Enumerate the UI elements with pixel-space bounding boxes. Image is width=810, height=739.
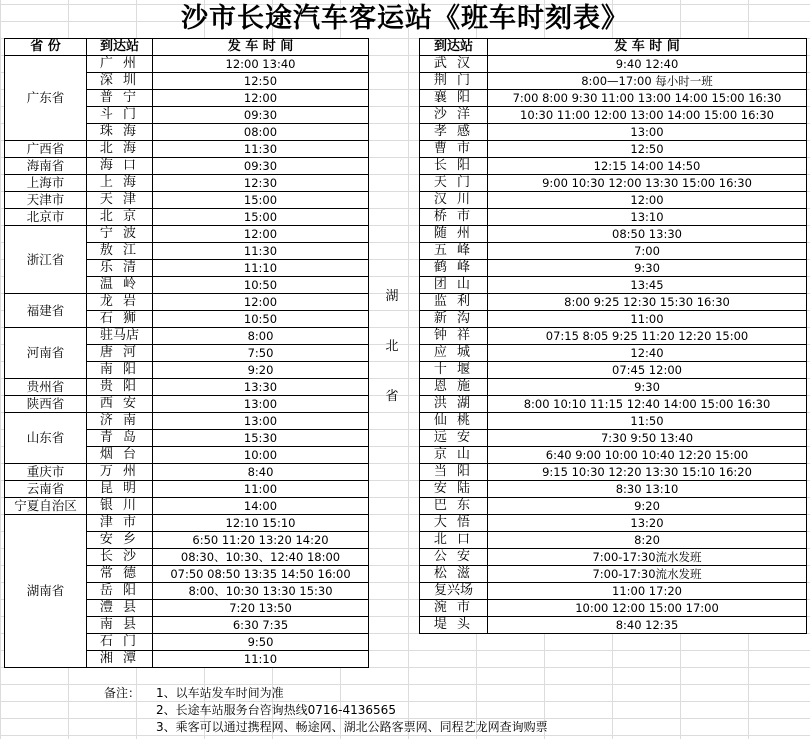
table-row [5,396,369,413]
table-row [420,277,807,294]
table-row [420,464,807,481]
table-row [5,192,369,209]
table-row [5,328,369,345]
destination-cell: 汉 川 [420,192,488,209]
province-cell: 陕西省 [5,396,87,413]
destination-cell: 青 岛 [87,430,153,447]
hubei-province-label [380,272,404,422]
destination-cell: 昆 明 [87,481,153,498]
destination-cell: 常 德 [87,566,153,583]
destination-cell: 宁 波 [87,226,153,243]
destination-cell: 西 安 [87,396,153,413]
destination-cell: 湘 潭 [87,651,153,668]
destination-cell: 孝 感 [420,124,488,141]
table-row [5,481,369,498]
province-cell: 河南省 [5,328,87,379]
destination-cell: 大 悟 [420,515,488,532]
destination-cell: 钟 祥 [420,328,488,345]
province-cell: 北京市 [5,209,87,226]
destination-cell: 涴 市 [420,600,488,617]
destination-cell: 新 沟 [420,311,488,328]
destination-cell: 石 狮 [87,311,153,328]
departure-time-cell: 12:00 [153,294,369,311]
destination-cell: 安 陆 [420,481,488,498]
departure-time-cell: 10:50 [153,277,369,294]
departure-time-cell: 13:20 [488,515,807,532]
departure-time-cell: 13:00 [153,396,369,413]
departure-time-cell: 08:30、10:30、12:40 18:00 [153,549,369,566]
departure-time-cell: 9:15 10:30 12:20 13:30 15:10 16:20 [488,464,807,481]
destination-cell: 襄 阳 [420,90,488,107]
departure-time-cell: 12:30 [153,175,369,192]
departure-time-cell: 15:30 [153,430,369,447]
right-schedule-table [419,38,807,634]
departure-time-cell: 11:00 [488,311,807,328]
destination-cell: 巴 东 [420,498,488,515]
departure-time-cell: 12:50 [488,141,807,158]
hubei-char-2: 北 [385,339,399,354]
hubei-char-1: 湖 [385,289,399,304]
table-row [420,515,807,532]
table-row [5,209,369,226]
departure-time-cell: 9:00 10:30 12:00 13:30 15:00 16:30 [488,175,807,192]
destination-cell: 澧 县 [87,600,153,617]
departure-time-cell: 08:50 13:30 [488,226,807,243]
destination-cell: 敖 江 [87,243,153,260]
departure-time-cell: 12:00 13:40 [153,56,369,73]
destination-cell: 南 县 [87,617,153,634]
table-row [420,583,807,600]
table-row [420,90,807,107]
destination-cell: 应 城 [420,345,488,362]
left-table-right-border [368,38,369,668]
destination-cell: 南 阳 [87,362,153,379]
table-row [420,600,807,617]
destination-cell: 石 门 [87,634,153,651]
departure-time-cell: 10:00 12:00 15:00 17:00 [488,600,807,617]
departure-time-cell: 10:50 [153,311,369,328]
departure-time-cell: 07:45 12:00 [488,362,807,379]
departure-time-cell: 12:40 [488,345,807,362]
departure-time-cell: 11:10 [153,260,369,277]
table-row [420,447,807,464]
table-row [5,498,369,515]
destination-cell: 上 海 [87,175,153,192]
destination-cell: 银 川 [87,498,153,515]
departure-time-cell: 8:00、10:30 13:30 15:30 [153,583,369,600]
departure-time-cell: 7:00-17:30流水发班 [488,566,807,583]
departure-time-cell: 12:00 [153,226,369,243]
destination-cell: 桥 市 [420,209,488,226]
departure-time-cell: 12:15 14:00 14:50 [488,158,807,175]
departure-time-cell: 10:00 [153,447,369,464]
destination-cell: 天 门 [420,175,488,192]
departure-time-cell: 12:50 [153,73,369,90]
departure-time-cell: 15:00 [153,192,369,209]
departure-time-cell: 11:00 17:20 [488,583,807,600]
departure-time-cell: 09:30 [153,107,369,124]
note-line-2: 2、长途车站服务台咨询热线0716-4136565 [156,703,396,717]
departure-time-cell: 8:30 13:10 [488,481,807,498]
destination-cell: 荆 门 [420,73,488,90]
table-row [5,158,369,175]
table-row [420,56,807,73]
table-row [5,294,369,311]
destination-cell: 深 圳 [87,73,153,90]
destination-cell: 京 山 [420,447,488,464]
table-row [420,430,807,447]
destination-cell: 武 汉 [420,56,488,73]
destination-cell: 恩 施 [420,379,488,396]
table-row [5,175,369,192]
departure-time-cell: 11:00 [153,481,369,498]
province-cell: 天津市 [5,192,87,209]
table-row [420,617,807,634]
departure-time-cell: 9:20 [153,362,369,379]
departure-time-cell: 9:50 [153,634,369,651]
table-row [420,175,807,192]
departure-time-cell: 7:20 13:50 [153,600,369,617]
departure-time-cell: 15:00 [153,209,369,226]
departure-time-cell: 08:00 [153,124,369,141]
table-row [420,141,807,158]
destination-cell: 五 峰 [420,243,488,260]
departure-time-cell: 7:30 9:50 13:40 [488,430,807,447]
table-row [420,260,807,277]
departure-time-cell: 8:00 9:25 12:30 15:30 16:30 [488,294,807,311]
departure-time-cell: 12:10 15:10 [153,515,369,532]
departure-time-cell: 13:00 [488,124,807,141]
departure-time-cell: 9:30 [488,260,807,277]
table-row [420,532,807,549]
departure-time-cell: 8:00 10:10 11:15 12:40 14:00 15:00 16:30 [488,396,807,413]
departure-time-cell: 7:00 8:00 9:30 11:00 13:00 14:00 15:00 16:30 [488,90,807,107]
province-cell: 贵州省 [5,379,87,396]
departure-time-cell: 6:30 7:35 [153,617,369,634]
destination-cell: 烟 台 [87,447,153,464]
table-row [420,209,807,226]
table-row [420,243,807,260]
province-cell: 山东省 [5,413,87,464]
table-row [420,192,807,209]
departure-time-cell: 9:20 [488,498,807,515]
table-row [5,515,369,532]
destination-cell: 安 乡 [87,532,153,549]
province-cell: 海南省 [5,158,87,175]
destination-cell: 斗 门 [87,107,153,124]
departure-time-cell: 09:30 [153,158,369,175]
destination-cell: 津 市 [87,515,153,532]
table-row [420,124,807,141]
departure-time-cell: 8:40 [153,464,369,481]
departure-time-cell: 9:30 [488,379,807,396]
departure-time-cell: 13:45 [488,277,807,294]
departure-time-cell: 7:00-17:30流水发班 [488,549,807,566]
departure-time-cell: 9:40 12:40 [488,56,807,73]
table-row [5,464,369,481]
province-cell: 广西省 [5,141,87,158]
destination-cell: 广 州 [87,56,153,73]
departure-time-cell: 13:10 [488,209,807,226]
table-row [420,396,807,413]
table-row [420,311,807,328]
destination-cell: 仙 桃 [420,413,488,430]
page-title: 沙市长途汽车客运站《班车时刻表》 [181,3,629,34]
destination-cell: 驻马店 [87,328,153,345]
departure-time-cell: 07:50 08:50 13:35 14:50 16:00 [153,566,369,583]
destination-cell: 岳 阳 [87,583,153,600]
destination-cell: 远 安 [420,430,488,447]
destination-cell: 沙 洋 [420,107,488,124]
destination-cell: 天 津 [87,192,153,209]
destination-cell: 唐 河 [87,345,153,362]
table-row [420,294,807,311]
destination-cell: 海 口 [87,158,153,175]
destination-cell: 当 阳 [420,464,488,481]
note-line-1: 1、以车站发车时间为准 [156,686,284,700]
table-row [420,566,807,583]
table-row [5,379,369,396]
departure-time-cell: 8:00—17:00 每小时一班 [488,73,807,90]
departure-time-cell: 7:50 [153,345,369,362]
departure-time-cell: 7:00 [488,243,807,260]
table-row [420,413,807,430]
notes-section [104,685,548,736]
departure-time-cell: 8:20 [488,532,807,549]
departure-time-cell: 12:00 [488,192,807,209]
notes-label: 备注： [104,686,141,700]
departure-time-cell: 13:00 [153,413,369,430]
table-row [420,345,807,362]
table-row [420,379,807,396]
destination-cell: 乐 清 [87,260,153,277]
note-line-3: 3、乘客可以通过携程网、畅途网、湖北公路客票网、同程艺龙网查询购票 [156,720,548,734]
destination-cell: 长 阳 [420,158,488,175]
destination-cell: 洪 湖 [420,396,488,413]
destination-cell: 北 口 [420,532,488,549]
destination-cell: 长 沙 [87,549,153,566]
destination-cell: 鹤 峰 [420,260,488,277]
departure-time-cell: 6:50 11:20 13:20 14:20 [153,532,369,549]
province-cell: 云南省 [5,481,87,498]
destination-cell: 松 滋 [420,566,488,583]
table-row [420,328,807,345]
departure-time-cell: 11:10 [153,651,369,668]
destination-cell: 曹 市 [420,141,488,158]
destination-cell: 济 南 [87,413,153,430]
province-cell: 上海市 [5,175,87,192]
table-row [420,73,807,90]
departure-time-cell: 14:00 [153,498,369,515]
departure-time-cell: 12:00 [153,90,369,107]
hubei-char-3: 省 [385,389,399,404]
table-row [5,141,369,158]
destination-cell: 北 海 [87,141,153,158]
departure-time-cell: 13:30 [153,379,369,396]
departure-time-cell: 11:30 [153,243,369,260]
destination-cell: 普 宁 [87,90,153,107]
departure-time-cell: 07:15 8:05 9:25 11:20 12:20 15:00 [488,328,807,345]
table-row [5,56,369,73]
destination-cell: 复兴场 [420,583,488,600]
table-row [420,498,807,515]
table-row [420,362,807,379]
destination-cell: 温 岭 [87,277,153,294]
province-cell: 浙江省 [5,226,87,294]
destination-cell: 珠 海 [87,124,153,141]
province-cell: 重庆市 [5,464,87,481]
departure-time-cell: 11:30 [153,141,369,158]
table-row [420,481,807,498]
header-destination: 到达站 [87,39,153,56]
header-destination-right: 到达站 [420,39,488,56]
province-cell: 福建省 [5,294,87,328]
header-departure-time-right: 发 车 时 间 [488,39,807,56]
destination-cell: 北 京 [87,209,153,226]
province-cell: 湖南省 [5,515,87,668]
destination-cell: 龙 岩 [87,294,153,311]
left-schedule-table [4,38,369,668]
destination-cell: 十 堰 [420,362,488,379]
table-row [5,413,369,430]
departure-time-cell: 8:40 12:35 [488,617,807,634]
table-row [420,226,807,243]
table-row [420,107,807,124]
destination-cell: 随 州 [420,226,488,243]
header-province: 省 份 [5,39,87,56]
departure-time-cell: 6:40 9:00 10:00 10:40 12:20 15:00 [488,447,807,464]
destination-cell: 公 安 [420,549,488,566]
destination-cell: 堤 头 [420,617,488,634]
header-departure-time: 发 车 时 间 [153,39,369,56]
departure-time-cell: 11:50 [488,413,807,430]
table-row [5,226,369,243]
province-cell: 宁夏自治区 [5,498,87,515]
destination-cell: 团 山 [420,277,488,294]
destination-cell: 万 州 [87,464,153,481]
destination-cell: 监 利 [420,294,488,311]
departure-time-cell: 8:00 [153,328,369,345]
province-cell: 广东省 [5,56,87,141]
departure-time-cell: 10:30 11:00 12:00 13:00 14:00 15:00 16:30 [488,107,807,124]
destination-cell: 贵 阳 [87,379,153,396]
table-row [420,158,807,175]
table-row [420,549,807,566]
